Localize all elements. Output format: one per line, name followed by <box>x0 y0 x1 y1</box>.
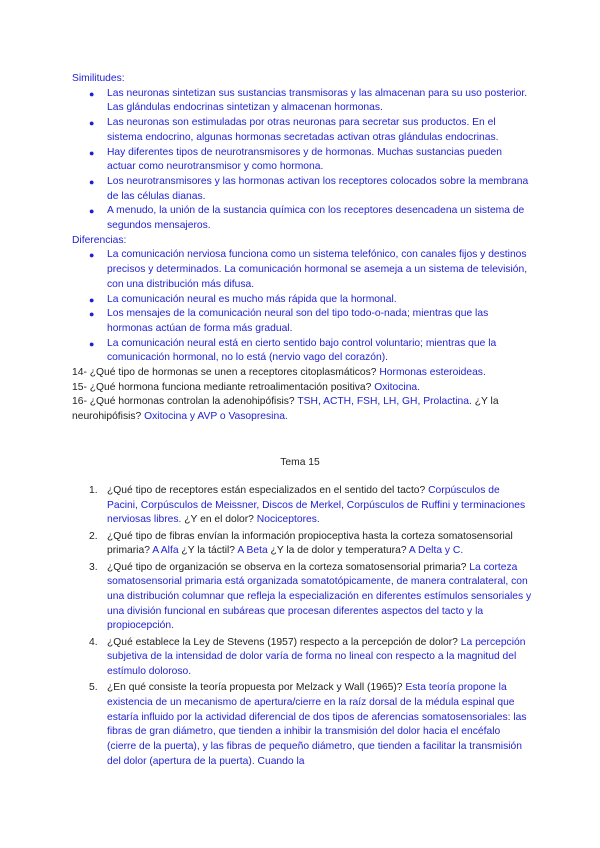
list-item: 1. ¿Qué tipo de receptores están especializados en el sentido del tacto? Corpúsculos de Pacini, Corpúsculos de Meissner, Discos de Merkel, Corpúsculos de Ruffini y terminaciones nerviosas libres. ¿Y en el dolor? Nociceptores. <box>89 485 526 526</box>
bullet-icon: ● <box>89 147 95 158</box>
diferencias-heading: Diferencias: <box>72 234 127 246</box>
list-item: ● A menudo, la unión de la sustancia química con los receptores desencadena un sistema de segundos mensajeros. <box>89 205 525 232</box>
list-item: ● La comunicación neural está en cierto sentido bajo control voluntario; mientras que la comunicación hormonal, no lo está (nervio vago del corazón). <box>89 337 497 364</box>
list-item: 3. ¿Qué tipo de organización se observa en la corteza somatosensorial primaria? La corteza somatosensorial primaria está organizada somatotópicamente, de manera contralateral, con una distribución columnar que refleja la especialización en diferentes estímulos sensoriales y una división funcional en subáreas que procesan diferentes aspectos del tacto y la propiocepción. <box>89 561 532 632</box>
list-item: 5. ¿En qué consiste la teoría propuesta por Melzack y Wall (1965)? Esta teoría propone la existencia de un mecanismo de apertura/cierre en la raíz dorsal de la médula espinal que estaría influido por la actividad diferencial de dos tipos de aferencias somatosensoriales: las fibras de gran diámetro, que tienden a inhibir la transmisión del dolor hacia el encéfalo (cierre de la puerta), y las fibras de pequeño diámetro, que tienden a facilitar la transmisión del dolor (apertura de la puerta). Cuando la <box>89 682 527 767</box>
diferencias-list <box>72 248 532 366</box>
list-item: ● La comunicación neural es mucho más rápida que la hormonal. <box>72 293 532 308</box>
question-14: 14- ¿Qué tipo de hormonas se unen a receptores citoplasmáticos? Hormonas esteroideas. <box>72 367 486 379</box>
question-15: 15- ¿Qué hormona funciona mediante retroalimentación positiva? Oxitocina. <box>72 381 421 393</box>
section-title: Tema 15 <box>280 457 320 468</box>
list-item: ● Las neuronas sintetizan sus sustancias transmisoras y las almacenan para su uso posterior. Las glándulas endocrinas sintetizan y almacenan hormonas. <box>89 87 528 114</box>
similitudes-heading: Similitudes: <box>72 73 125 84</box>
bullet-icon: ● <box>89 88 95 99</box>
list-item: 2. ¿Qué tipo de fibras envían la información propioceptiva hasta la corteza somatosensorial primaria? A Alfa ¿Y la táctil? A Beta ¿Y la de dolor y temperatura? A Delta y C. <box>89 530 513 557</box>
bullet-icon: ● <box>89 176 95 187</box>
numbered-list <box>72 484 532 769</box>
list-item: ● Los neurotransmisores y las hormonas activan los receptores colocados sobre la membrana de las células dianas. <box>89 175 529 202</box>
bullet-icon: ● <box>89 294 95 305</box>
top-section <box>72 72 532 425</box>
list-item: ● Las neuronas son estimuladas por otras neuronas para secretar sus productos. En el sistema endocrino, algunas hormonas secretadas activan otras glándulas endocrinas. <box>89 117 499 143</box>
list-item: ● Los mensajes de la comunicación neural son del tipo todo-o-nada; mientras que las hormonas actúan de forma más gradual. <box>89 308 489 334</box>
list-item: ● Hay diferentes tipos de neurotransmisores y de hormonas. Muchas sustancias pueden actuar como neurotransmisor y como hormona. <box>89 146 502 173</box>
list-item: 4. ¿Qué establece la Ley de Stevens (1957) respecto a la percepción de dolor? La percepción subjetiva de la intensidad de dolor varía de forma no lineal con respecto a la magnitud del estímulo doloroso. <box>89 636 526 677</box>
question-16: 16- ¿Qué hormonas controlan la adenohipófisis? TSH, ACTH, FSH, LH, GH, Prolactina. ¿Y la neurohipófisis? Oxitocina y AVP o Vasopresina. <box>72 396 499 423</box>
bullet-icon: ● <box>89 309 95 320</box>
bullet-icon: ● <box>89 206 95 217</box>
list-item: ● La comunicación nerviosa funciona como un sistema telefónico, con canales fijos y destinos precisos y determinados. La comunicación hormonal se asemeja a un sistema de televisión, con una distribución más difusa. <box>89 249 528 290</box>
similitudes-list <box>72 87 532 234</box>
bullet-icon: ● <box>89 250 95 261</box>
tema-questions <box>72 484 532 771</box>
bullet-icon: ● <box>89 118 95 129</box>
bullet-icon: ● <box>89 338 95 349</box>
